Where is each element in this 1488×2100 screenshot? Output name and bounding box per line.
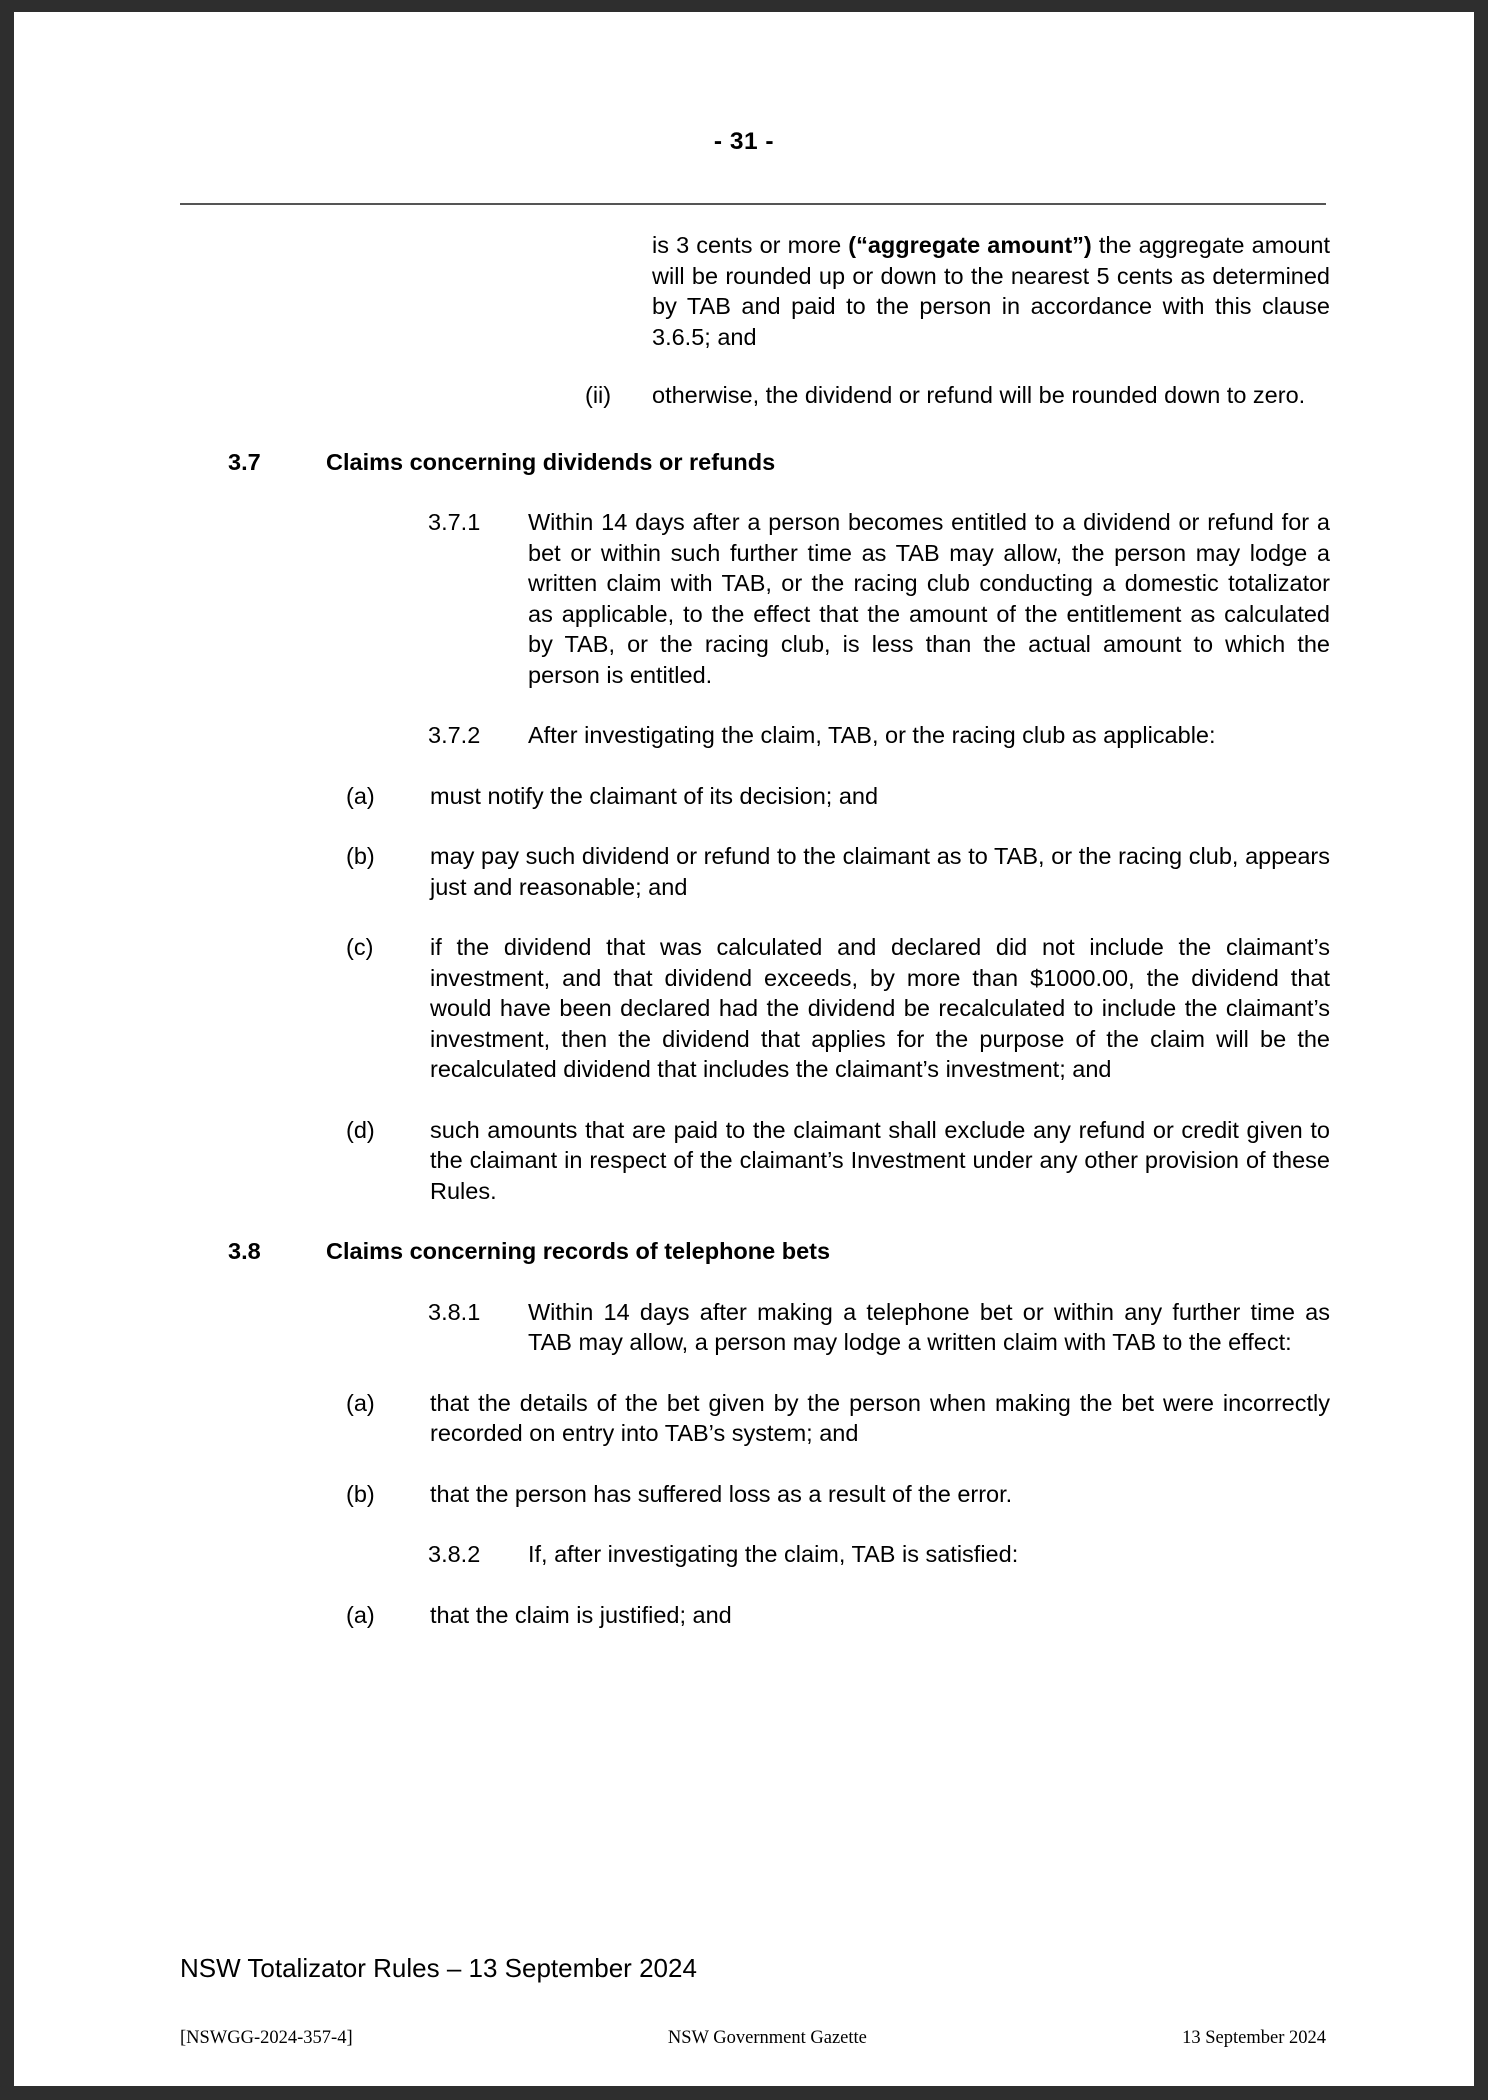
document-footer-title: NSW Totalizator Rules – 13 September 2024 xyxy=(180,1953,697,1983)
clause-number: 3.7.1 xyxy=(428,509,481,535)
list-marker: (b) xyxy=(346,1480,375,1507)
list-marker: (ii) xyxy=(585,382,612,408)
clause-text: If, after investigating the claim, TAB is satisfied: xyxy=(528,1541,1019,1567)
section-heading-3-7 xyxy=(228,447,1330,478)
list-item-text: that the claim is justified; and xyxy=(430,1601,732,1628)
section-title: Claims concerning dividends or refunds xyxy=(326,448,776,475)
clause-number: 3.7.2 xyxy=(428,722,481,748)
list-item-3-7-2-d xyxy=(346,1115,1330,1207)
list-item-roman-ii xyxy=(585,380,1330,411)
clause-text: Within 14 days after making a telephone bet or within any further time as TAB may allow, a person may lodge a written claim with TAB to the effect: xyxy=(528,1298,1330,1355)
list-marker: (c) xyxy=(346,934,374,960)
clause-3-8-2 xyxy=(428,1539,1330,1570)
defined-term-aggregate-amount: (“aggregate amount”) xyxy=(848,232,1092,258)
gazette-reference: [NSWGG-2024-357-4] xyxy=(180,2028,353,2048)
list-item-text: that the details of the bet given by the person when making the bet were incorrectly recorded on entry into TAB’s system; and xyxy=(430,1389,1330,1446)
section-number: 3.8 xyxy=(228,1238,261,1264)
clause-number: 3.8.2 xyxy=(428,1541,481,1567)
list-item-text: if the dividend that was calculated and declared did not include the claimant’s investment, and that dividend exceeds, by more than $1000.00, the dividend that would have been declared had the dividend be recalculated to include the claimant’s investment, then the dividend that applies for the purpose of the claim will be the recalculated dividend that includes the claimant’s investment; and xyxy=(430,934,1330,1082)
list-item-text: that the person has suffered loss as a result of the error. xyxy=(430,1480,1013,1507)
clause-3-8-1 xyxy=(428,1297,1330,1358)
gazette-date: 13 September 2024 xyxy=(1182,2028,1326,2048)
continuation-text-before-bold: is 3 cents or more xyxy=(652,232,849,258)
clause-text: After investigating the claim, TAB, or the racing club as applicable: xyxy=(528,722,1216,748)
clause-3-7-2 xyxy=(428,720,1330,751)
page-body xyxy=(180,230,1330,1660)
document-page xyxy=(14,12,1474,2086)
section-number: 3.7 xyxy=(228,448,261,475)
gazette-name: NSW Government Gazette xyxy=(667,2028,867,2048)
list-marker: (a) xyxy=(346,1601,375,1628)
list-item-text: must notify the claimant of its decision; and xyxy=(430,782,879,809)
header-divider xyxy=(180,203,1326,205)
list-item-3-7-2-a xyxy=(346,781,1330,812)
continuation-text-after-bold: the aggregate amount will be rounded up or down to the nearest 5 cents as determined by TAB and paid to the person in accordance with this clause 3.6.5; and xyxy=(652,232,1331,350)
list-marker: (b) xyxy=(346,843,375,869)
list-item-3-8-2-a xyxy=(346,1600,1330,1631)
clause-number: 3.8.1 xyxy=(428,1298,481,1325)
list-item-text: otherwise, the dividend or refund will be rounded down to zero. xyxy=(652,382,1306,408)
list-item-3-7-2-c xyxy=(346,932,1330,1085)
clause-3-7-1 xyxy=(428,507,1330,690)
list-item-3-8-1-b xyxy=(346,1479,1330,1510)
list-item-text: may pay such dividend or refund to the claimant as to TAB, or the racing club, appears just and reasonable; and xyxy=(430,843,1330,900)
list-marker: (a) xyxy=(346,782,375,809)
list-item-text: such amounts that are paid to the claimant shall exclude any refund or credit given to the claimant in respect of the claimant’s Investment under any other provision of these Rules. xyxy=(430,1116,1330,1204)
list-item-3-8-1-a xyxy=(346,1388,1330,1449)
clause-text: Within 14 days after a person becomes entitled to a dividend or refund for a bet or within such further time as TAB may allow, the person may lodge a written claim with TAB, or the racing club conducting a domestic totalizator as applicable, to the effect that the amount of the entitlement as calculated by TAB, or the racing club, is less than the actual amount to which the person is entitled. xyxy=(528,509,1330,688)
gazette-footer xyxy=(180,2028,1326,2049)
section-title: Claims concerning records of telephone bets xyxy=(326,1238,831,1264)
list-marker: (d) xyxy=(346,1116,375,1143)
list-marker: (a) xyxy=(346,1389,375,1416)
page-number: - 31 - xyxy=(713,128,775,155)
list-item-3-7-2-b xyxy=(346,841,1330,902)
continuation-paragraph xyxy=(652,230,1330,352)
section-heading-3-8 xyxy=(228,1236,1330,1267)
